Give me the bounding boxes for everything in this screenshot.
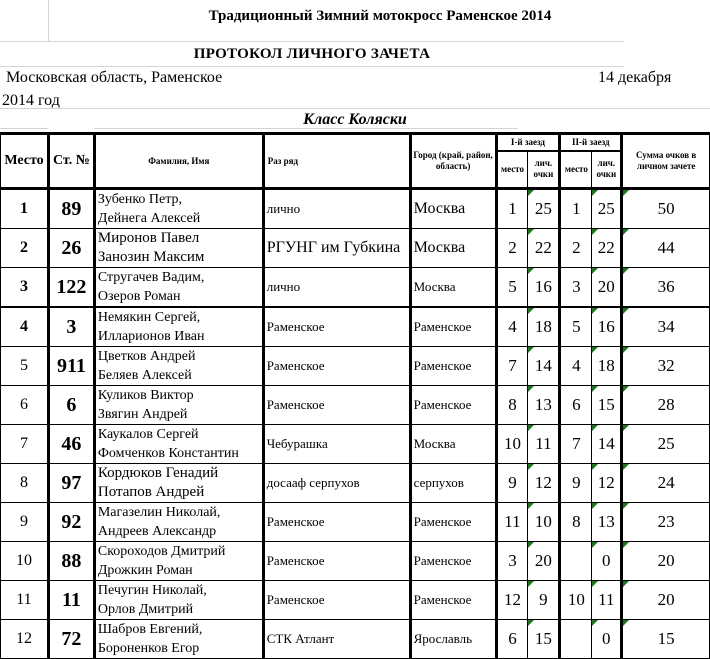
total-points-cell: 36 — [622, 268, 710, 308]
place-cell: 9 — [1, 503, 49, 542]
total-points-cell: 28 — [622, 386, 710, 425]
race2-place-cell: 1 — [560, 189, 592, 229]
place-cell: 6 — [1, 386, 49, 425]
race2-place-cell — [560, 542, 592, 581]
place-cell: 12 — [1, 620, 49, 659]
city-cell: Москва — [410, 425, 496, 464]
passenger-name: Дейнега Алексей — [97, 211, 201, 226]
crew-names-cell — [94, 425, 263, 464]
crew-names-cell — [94, 542, 263, 581]
header-total: Сумма очков в личном зачете — [622, 134, 710, 189]
driver-name: Зубенко Петр, — [97, 192, 183, 207]
city-cell: Раменское — [410, 307, 496, 347]
club-cell: Чебурашка — [263, 425, 410, 464]
gridline — [0, 41, 624, 42]
total-points-cell: 15 — [622, 620, 710, 659]
race1-points-cell: 11 — [528, 425, 560, 464]
race1-points-cell: 16 — [528, 268, 560, 308]
crew-names-cell — [94, 307, 263, 347]
club-cell: РГУНГ им Губкина — [263, 229, 410, 268]
passenger-name: Потапов Андрей — [97, 484, 205, 500]
race2-place-cell: 6 — [560, 386, 592, 425]
race2-place-cell: 8 — [560, 503, 592, 542]
place-cell: 8 — [1, 464, 49, 503]
race2-points-cell: 22 — [592, 229, 622, 268]
club-cell: Раменское — [263, 307, 410, 347]
race2-place-cell: 5 — [560, 307, 592, 347]
crew-names-cell — [94, 347, 263, 386]
city-cell: Раменское — [410, 347, 496, 386]
race1-place-cell: 4 — [496, 307, 528, 347]
race2-points-cell: 0 — [592, 542, 622, 581]
place-cell: 11 — [1, 581, 49, 620]
city-cell: Раменское — [410, 503, 496, 542]
start-number-cell: 911 — [48, 347, 94, 386]
table-row — [1, 229, 710, 268]
total-points-cell: 20 — [622, 542, 710, 581]
driver-name: Печугин Николай, — [97, 583, 207, 598]
header-race1: I-й заезд — [496, 134, 560, 151]
start-number-cell: 89 — [48, 189, 94, 229]
club-cell: Раменское — [263, 542, 410, 581]
total-points-cell: 23 — [622, 503, 710, 542]
total-points-cell: 44 — [622, 229, 710, 268]
crew-names-cell — [94, 503, 263, 542]
driver-name: Цветков Андрей — [97, 349, 196, 364]
protocol-title: ПРОТОКОЛ ЛИЧНОГО ЗАЧЕТА — [193, 46, 431, 62]
gridline — [0, 66, 624, 67]
driver-name: Шабров Евгений, — [97, 622, 203, 637]
race2-points-cell: 15 — [592, 386, 622, 425]
header-race1-place: место — [496, 151, 528, 189]
passenger-name: Бороненков Егор — [97, 641, 200, 656]
club-cell: Раменское — [263, 581, 410, 620]
race1-points-cell: 22 — [528, 229, 560, 268]
total-points-cell: 50 — [622, 189, 710, 229]
passenger-name: Андреев Александр — [97, 524, 217, 539]
race2-place-cell: 7 — [560, 425, 592, 464]
city-cell: Раменское — [410, 386, 496, 425]
city-cell: Раменское — [410, 542, 496, 581]
place-cell: 7 — [1, 425, 49, 464]
driver-name: Куликов Виктор — [97, 388, 194, 403]
results-body — [1, 189, 710, 659]
crew-names-cell — [94, 229, 263, 268]
race1-place-cell: 9 — [496, 464, 528, 503]
place-cell: 2 — [1, 229, 49, 268]
start-number-cell: 3 — [48, 307, 94, 347]
start-number-cell: 88 — [48, 542, 94, 581]
passenger-name: Илларионов Иван — [97, 329, 205, 344]
start-number-cell: 122 — [48, 268, 94, 308]
header-place: Место — [1, 134, 49, 189]
race2-points-cell: 0 — [592, 620, 622, 659]
start-number-cell: 97 — [48, 464, 94, 503]
race1-place-cell: 6 — [496, 620, 528, 659]
total-points-cell: 20 — [622, 581, 710, 620]
crew-names-cell — [94, 189, 263, 229]
place-cell: 5 — [1, 347, 49, 386]
table-row — [1, 542, 710, 581]
header-race2-place: место — [560, 151, 592, 189]
start-number-cell: 46 — [48, 425, 94, 464]
driver-name: Стругачев Вадим, — [97, 270, 205, 285]
race1-points-cell: 20 — [528, 542, 560, 581]
race2-place-cell: 9 — [560, 464, 592, 503]
start-number-cell: 72 — [48, 620, 94, 659]
table-row — [1, 620, 710, 659]
race1-place-cell: 3 — [496, 542, 528, 581]
race2-place-cell: 3 — [560, 268, 592, 308]
race2-place-cell — [560, 620, 592, 659]
passenger-name: Озеров Роман — [97, 289, 181, 304]
header-race1-points: лич. очки — [528, 151, 560, 189]
race2-points-cell: 14 — [592, 425, 622, 464]
table-row — [1, 386, 710, 425]
header-row — [1, 134, 710, 151]
city-cell: серпухов — [410, 464, 496, 503]
race1-points-cell: 13 — [528, 386, 560, 425]
document-title: Традиционный Зимний мотокросс Раменское 2014 — [208, 8, 552, 24]
city-cell: Ярославль — [410, 620, 496, 659]
gridline — [0, 108, 710, 109]
table-row — [1, 347, 710, 386]
race1-points-cell: 10 — [528, 503, 560, 542]
passenger-name: Дрожкин Роман — [97, 563, 193, 578]
start-number-cell: 26 — [48, 229, 94, 268]
race1-place-cell: 7 — [496, 347, 528, 386]
race2-points-cell: 16 — [592, 307, 622, 347]
passenger-name: Орлов Дмитрий — [97, 602, 194, 617]
city-cell: Раменское — [410, 581, 496, 620]
race1-place-cell: 8 — [496, 386, 528, 425]
city-cell: Москва — [410, 189, 496, 229]
race2-points-cell: 11 — [592, 581, 622, 620]
race2-points-cell: 20 — [592, 268, 622, 308]
table-row — [1, 189, 710, 229]
club-cell: лично — [263, 189, 410, 229]
event-date: 14 декабря — [598, 69, 672, 86]
club-cell: Раменское — [263, 386, 410, 425]
driver-name: Магазелин Николай, — [97, 505, 221, 520]
race1-place-cell: 11 — [496, 503, 528, 542]
start-number-cell: 6 — [48, 386, 94, 425]
race2-place-cell: 10 — [560, 581, 592, 620]
table-row — [1, 464, 710, 503]
crew-names-cell — [94, 268, 263, 308]
crew-names-cell — [94, 620, 263, 659]
driver-name: Миронов Павел — [97, 230, 200, 246]
header-city: Город (край, район, область) — [410, 134, 496, 189]
total-points-cell: 34 — [622, 307, 710, 347]
race1-points-cell: 25 — [528, 189, 560, 229]
table-row — [1, 425, 710, 464]
driver-name: Скороходов Дмитрий — [97, 544, 226, 559]
race2-points-cell: 12 — [592, 464, 622, 503]
driver-name: Немякин Сергей, — [97, 310, 201, 325]
race1-points-cell: 18 — [528, 307, 560, 347]
header-race2: II-й заезд — [560, 134, 622, 151]
passenger-name: Звягин Андрей — [97, 407, 188, 422]
crew-names-cell — [94, 386, 263, 425]
race1-points-cell: 9 — [528, 581, 560, 620]
club-cell: лично — [263, 268, 410, 308]
total-points-cell: 25 — [622, 425, 710, 464]
race1-place-cell: 5 — [496, 268, 528, 308]
race1-points-cell: 14 — [528, 347, 560, 386]
table-row — [1, 268, 710, 308]
passenger-name: Фомченков Константин — [97, 446, 239, 461]
club-cell: СТК Атлант — [263, 620, 410, 659]
club-cell: Раменское — [263, 503, 410, 542]
race1-points-cell: 15 — [528, 620, 560, 659]
start-number-cell: 92 — [48, 503, 94, 542]
table-row — [1, 307, 710, 347]
header-rank: Раз ряд — [263, 134, 410, 189]
race2-points-cell: 13 — [592, 503, 622, 542]
race1-place-cell: 12 — [496, 581, 528, 620]
crew-names-cell — [94, 464, 263, 503]
results-table — [0, 132, 710, 659]
passenger-name: Занозин Максим — [97, 249, 205, 265]
place-cell: 1 — [1, 189, 49, 229]
table-row — [1, 503, 710, 542]
race2-points-cell: 25 — [592, 189, 622, 229]
city-cell: Москва — [410, 268, 496, 308]
total-points-cell: 24 — [622, 464, 710, 503]
race1-place-cell: 10 — [496, 425, 528, 464]
total-points-cell: 32 — [622, 347, 710, 386]
race1-place-cell: 2 — [496, 229, 528, 268]
event-year: 2014 год — [2, 92, 60, 109]
crew-names-cell — [94, 581, 263, 620]
header-number: Ст. № — [48, 134, 94, 189]
place-cell: 4 — [1, 307, 49, 347]
club-cell: Раменское — [263, 347, 410, 386]
club-cell: досааф серпухов — [263, 464, 410, 503]
place-cell: 3 — [1, 268, 49, 308]
table-row — [1, 581, 710, 620]
race2-points-cell: 18 — [592, 347, 622, 386]
header-race2-points: лич. очки — [592, 151, 622, 189]
driver-name: Кордюков Генадий — [97, 465, 219, 481]
class-label: Класс Коляски — [303, 111, 407, 128]
city-cell: Москва — [410, 229, 496, 268]
race2-place-cell: 2 — [560, 229, 592, 268]
location: Московская область, Раменское — [6, 69, 223, 86]
passenger-name: Беляев Алексей — [97, 368, 192, 383]
race1-points-cell: 12 — [528, 464, 560, 503]
start-number-cell: 11 — [48, 581, 94, 620]
driver-name: Каукалов Сергей — [97, 427, 199, 442]
header-name: Фамилия, Имя — [94, 134, 263, 189]
race2-place-cell: 4 — [560, 347, 592, 386]
place-cell: 10 — [1, 542, 49, 581]
race1-place-cell: 1 — [496, 189, 528, 229]
